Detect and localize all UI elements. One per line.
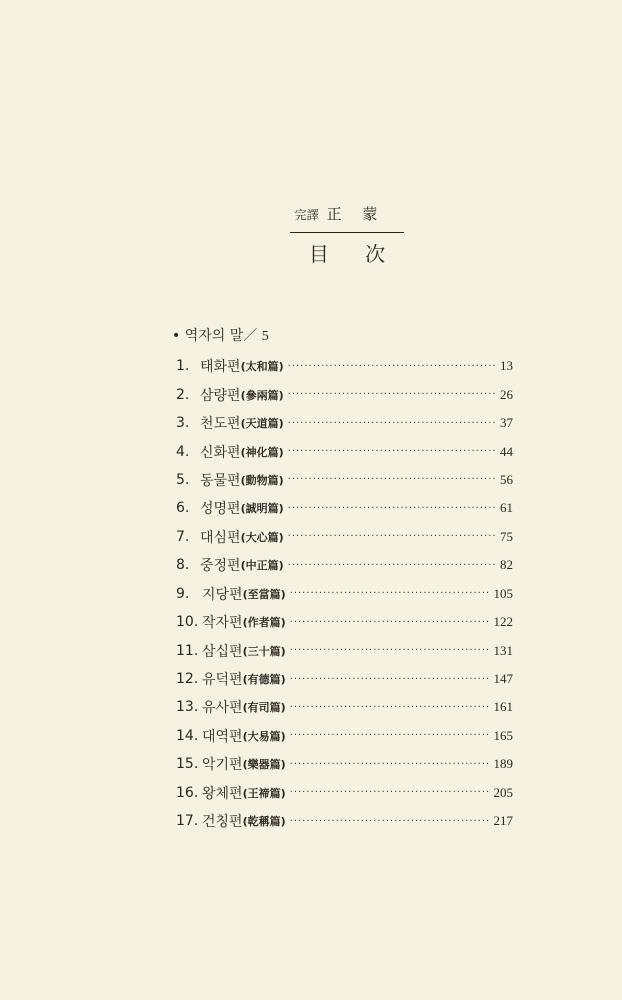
entry-page: 165 [493, 727, 513, 743]
bullet: • [172, 328, 181, 344]
dot-leader [288, 446, 496, 457]
toc-entry[interactable] [176, 608, 513, 636]
dot-leader [290, 617, 490, 628]
dot-leader [288, 361, 496, 372]
entry-page: 26 [500, 386, 513, 402]
entry-title: 성명편 [200, 501, 241, 518]
toc-entry[interactable] [176, 380, 513, 408]
entry-number: 3. [176, 415, 190, 432]
entry-page: 13 [500, 358, 513, 374]
toc-entry[interactable] [176, 437, 513, 465]
entry-page: 161 [493, 699, 513, 715]
dot-leader [290, 674, 490, 685]
dot-leader [288, 389, 496, 400]
entry-number: 9. [176, 585, 190, 602]
dot-leader [288, 503, 496, 514]
toc-entry[interactable] [176, 750, 513, 778]
entry-hanja: (神化篇) [240, 445, 284, 459]
dot-leader [290, 702, 490, 713]
dot-leader [290, 645, 490, 656]
entry-hanja: (三十篇) [242, 644, 286, 658]
series-prefix: 完譯 [294, 208, 319, 222]
toc-entry[interactable] [176, 466, 513, 494]
toc-entry[interactable] [176, 807, 513, 835]
entry-number: 10. [176, 614, 199, 631]
entry-hanja: (大易篇) [242, 729, 286, 743]
toc-entry[interactable] [176, 352, 513, 380]
entry-hanja: (太和篇) [240, 360, 284, 374]
table-of-contents [176, 352, 513, 835]
title-divider [290, 232, 404, 233]
entry-page: 37 [500, 415, 513, 431]
entry-title: 왕체편 [202, 785, 243, 802]
entry-number: 17. [176, 813, 199, 830]
toc-entry[interactable] [176, 494, 513, 522]
entry-hanja: (天道篇) [240, 417, 284, 431]
preface-page: 5 [261, 329, 269, 344]
entry-hanja: (有德篇) [242, 673, 286, 687]
entry-title: 삼십편 [202, 643, 243, 660]
dot-leader [290, 816, 490, 827]
entry-number: 15. [176, 756, 199, 773]
entry-number: 16. [176, 784, 199, 801]
toc-entry[interactable] [176, 636, 513, 664]
entry-title: 중정편 [200, 558, 241, 575]
entry-hanja: (中正篇) [240, 559, 284, 573]
entry-hanja: (參兩篇) [240, 388, 284, 402]
entry-number: 12. [176, 671, 199, 688]
entry-number: 14. [176, 727, 199, 744]
toc-preface-entry[interactable] [172, 325, 269, 345]
toc-entry[interactable] [176, 779, 513, 807]
entry-hanja: (作者篇) [242, 616, 286, 630]
entry-page: 82 [500, 557, 513, 573]
dot-leader [290, 730, 490, 741]
entry-number: 8. [176, 557, 190, 574]
entry-title: 유덕편 [202, 672, 243, 689]
entry-title: 삼량편 [200, 387, 241, 404]
entry-title: 작자편 [202, 615, 243, 632]
dot-leader [288, 560, 496, 571]
entry-number: 2. [176, 386, 190, 403]
dot-leader [288, 531, 496, 542]
entry-title: 대심편 [200, 529, 241, 546]
toc-entry[interactable] [176, 551, 513, 579]
entry-title: 건칭편 [202, 814, 243, 831]
entry-number: 1. [176, 358, 190, 375]
entry-page: 75 [500, 528, 513, 544]
entry-title: 동물편 [200, 472, 241, 489]
entry-hanja: (乾稱篇) [242, 815, 286, 829]
entry-number: 7. [176, 528, 190, 545]
entry-page: 131 [493, 642, 513, 658]
preface-label: 역자의 말 [184, 328, 244, 344]
toc-entry[interactable] [176, 722, 513, 750]
toc-entry[interactable] [176, 693, 513, 721]
dot-leader [290, 759, 490, 770]
entry-number: 11. [176, 642, 199, 659]
entry-number: 6. [176, 500, 190, 517]
entry-title: 천도편 [200, 416, 241, 433]
toc-entry[interactable] [176, 665, 513, 693]
entry-hanja: (大心篇) [240, 530, 284, 544]
entry-hanja: (樂器篇) [242, 758, 286, 772]
entry-title: 태화편 [200, 359, 241, 376]
entry-title: 악기편 [202, 757, 243, 774]
toc-entry[interactable] [176, 523, 513, 551]
entry-page: 44 [500, 443, 513, 459]
entry-title: 유사편 [202, 700, 243, 717]
entry-title: 신화편 [200, 444, 241, 461]
entry-page: 189 [493, 756, 513, 772]
entry-title: 지당편 [202, 586, 243, 603]
entry-title: 대역편 [202, 728, 243, 745]
entry-hanja: (誠明篇) [240, 502, 284, 516]
entry-hanja: (有司篇) [242, 701, 286, 715]
toc-entry[interactable] [176, 409, 513, 437]
entry-hanja: (王禘篇) [242, 786, 286, 800]
entry-page: 105 [493, 585, 513, 601]
book-series-title [270, 203, 410, 224]
dot-leader [290, 588, 490, 599]
entry-number: 5. [176, 471, 190, 488]
entry-page: 122 [493, 614, 513, 630]
separator: ／ [243, 328, 258, 344]
entry-page: 61 [500, 500, 513, 516]
dot-leader [288, 418, 496, 429]
toc-entry[interactable] [176, 580, 513, 608]
entry-page: 217 [493, 813, 513, 829]
dot-leader [288, 474, 496, 485]
entry-number: 4. [176, 443, 190, 460]
series-name: 正 蒙 [326, 205, 386, 223]
entry-number: 13. [176, 699, 199, 716]
entry-hanja: (至當篇) [242, 587, 286, 601]
entry-page: 56 [500, 471, 513, 487]
entry-hanja: (動物篇) [240, 473, 284, 487]
dot-leader [290, 787, 490, 798]
entry-page: 147 [493, 671, 513, 687]
page-title: 目 次 [308, 242, 386, 266]
entry-page: 205 [493, 784, 513, 800]
